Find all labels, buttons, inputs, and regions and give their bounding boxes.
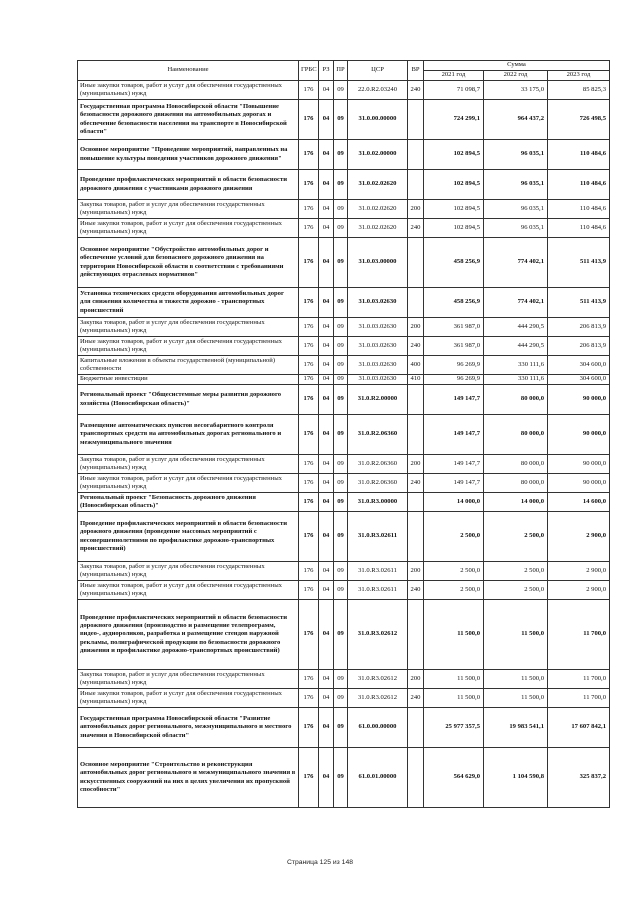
header-year-2023: 2023 год — [548, 71, 610, 81]
row-csr: 31.0.R3.02611 — [348, 562, 408, 581]
row-sum-2021: 71 098,7 — [424, 81, 484, 100]
table-row — [78, 318, 610, 337]
table-row — [78, 708, 610, 748]
row-pr: 09 — [334, 748, 348, 808]
row-name: Иные закупки товаров, работ и услуг для обеспечения государственных (муниципальных) нужд — [78, 474, 299, 493]
row-csr: 31.0.03.00000 — [348, 238, 408, 288]
row-name: Иные закупки товаров, работ и услуг для обеспечения государственных (муниципальных) нужд — [78, 219, 299, 238]
row-grbs: 176 — [299, 562, 319, 581]
row-grbs: 176 — [299, 385, 319, 415]
row-pr: 09 — [334, 689, 348, 708]
row-sum-2022: 33 175,0 — [484, 81, 548, 100]
row-vr: 410 — [408, 375, 424, 385]
row-rz: 04 — [319, 200, 334, 219]
row-sum-2023: 90 000,0 — [548, 455, 610, 474]
table-row — [78, 600, 610, 670]
row-vr — [408, 493, 424, 512]
header-name: Наименование — [78, 61, 299, 81]
row-name: Основное мероприятие "Строительство и реконструкция автомобильных дорог регионального и межмуниципального значения в искусственных сооружений на них в целях увеличения их пропускной способности" — [78, 748, 299, 808]
row-sum-2023: 325 837,2 — [548, 748, 610, 808]
row-rz: 04 — [319, 337, 334, 356]
row-sum-2021: 11 500,0 — [424, 689, 484, 708]
row-sum-2023: 2 900,0 — [548, 581, 610, 600]
row-csr: 31.0.03.02630 — [348, 375, 408, 385]
row-name: Основное мероприятие "Обустройство автомобильных дорог и обеспечение условий для безопасного дорожного движения на территории Новосибирской области в соответствии с требованиями действующих отраслевых нормативов" — [78, 238, 299, 288]
row-sum-2023: 110 484,6 — [548, 170, 610, 200]
row-sum-2022: 1 104 590,8 — [484, 748, 548, 808]
row-sum-2022: 330 111,6 — [484, 356, 548, 375]
budget-table — [77, 60, 610, 808]
row-rz: 04 — [319, 81, 334, 100]
row-rz: 04 — [319, 708, 334, 748]
row-sum-2022: 96 035,1 — [484, 219, 548, 238]
header-sum: Сумма — [424, 61, 610, 71]
row-vr — [408, 100, 424, 140]
row-sum-2021: 2 500,0 — [424, 581, 484, 600]
row-sum-2022: 2 500,0 — [484, 562, 548, 581]
row-name: Проведение профилактических мероприятий в области безопасности дорожного движения (проведение массовых мероприятий с несовершеннолетними по профилактике дорожно-транспортных происшествий) — [78, 512, 299, 562]
table-row — [78, 474, 610, 493]
row-rz: 04 — [319, 219, 334, 238]
row-sum-2023: 85 825,3 — [548, 81, 610, 100]
row-rz: 04 — [319, 600, 334, 670]
row-sum-2021: 102 894,5 — [424, 140, 484, 170]
table-row — [78, 689, 610, 708]
row-grbs: 176 — [299, 415, 319, 455]
row-grbs: 176 — [299, 689, 319, 708]
row-rz: 04 — [319, 100, 334, 140]
row-rz: 04 — [319, 581, 334, 600]
row-rz: 04 — [319, 455, 334, 474]
row-vr — [408, 708, 424, 748]
row-sum-2022: 80 000,0 — [484, 385, 548, 415]
row-sum-2023: 110 484,6 — [548, 140, 610, 170]
row-name: Закупка товаров, работ и услуг для обеспечения государственных (муниципальных) нужд — [78, 318, 299, 337]
row-vr: 200 — [408, 455, 424, 474]
row-sum-2022: 2 500,0 — [484, 581, 548, 600]
row-name: Бюджетные инвестиции — [78, 375, 299, 385]
table-row — [78, 337, 610, 356]
row-pr: 09 — [334, 708, 348, 748]
row-sum-2021: 458 256,9 — [424, 288, 484, 318]
header-grbs: ГРБС — [299, 61, 319, 81]
row-sum-2022: 774 402,1 — [484, 288, 548, 318]
row-pr: 09 — [334, 288, 348, 318]
row-rz: 04 — [319, 318, 334, 337]
row-csr: 22.0.R2.03240 — [348, 81, 408, 100]
row-vr — [408, 170, 424, 200]
table-row — [78, 512, 610, 562]
row-grbs: 176 — [299, 581, 319, 600]
row-csr: 31.0.02.02620 — [348, 219, 408, 238]
row-name: Закупка товаров, работ и услуг для обеспечения государственных (муниципальных) нужд — [78, 200, 299, 219]
row-sum-2021: 11 500,0 — [424, 670, 484, 689]
row-name: Государственная программа Новосибирской области "Повышение безопасности дорожного движения на автомобильных дорогах и обеспечение безопасности населения на транспорте в Новосибирской области" — [78, 100, 299, 140]
row-rz: 04 — [319, 670, 334, 689]
row-grbs: 176 — [299, 81, 319, 100]
row-sum-2021: 361 987,0 — [424, 318, 484, 337]
row-grbs: 176 — [299, 288, 319, 318]
row-csr: 61.0.00.00000 — [348, 708, 408, 748]
row-vr: 240 — [408, 81, 424, 100]
row-pr: 09 — [334, 81, 348, 100]
row-sum-2023: 726 498,5 — [548, 100, 610, 140]
row-csr: 31.0.02.02620 — [348, 200, 408, 219]
header-csr: ЦСР — [348, 61, 408, 81]
row-sum-2021: 724 299,1 — [424, 100, 484, 140]
table-row — [78, 356, 610, 375]
row-sum-2022: 11 500,0 — [484, 600, 548, 670]
header-pr: ПР — [334, 61, 348, 81]
row-sum-2022: 330 111,6 — [484, 375, 548, 385]
row-grbs: 176 — [299, 493, 319, 512]
row-pr: 09 — [334, 337, 348, 356]
page-number: Страница 125 из 148 — [286, 859, 354, 866]
row-sum-2021: 361 987,0 — [424, 337, 484, 356]
row-grbs: 176 — [299, 170, 319, 200]
row-sum-2021: 564 629,0 — [424, 748, 484, 808]
row-csr: 31.0.03.02630 — [348, 356, 408, 375]
table-row — [78, 562, 610, 581]
row-sum-2021: 102 894,5 — [424, 170, 484, 200]
table-row — [78, 219, 610, 238]
row-vr: 200 — [408, 318, 424, 337]
row-sum-2023: 110 484,6 — [548, 219, 610, 238]
row-sum-2021: 11 500,0 — [424, 600, 484, 670]
row-vr — [408, 238, 424, 288]
row-sum-2022: 96 035,1 — [484, 170, 548, 200]
row-vr — [408, 385, 424, 415]
row-name: Проведение профилактических мероприятий в области безопасности дорожного движения с участниками дорожного движения — [78, 170, 299, 200]
row-sum-2022: 774 402,1 — [484, 238, 548, 288]
row-name: Иные закупки товаров, работ и услуг для обеспечения государственных (муниципальных) нужд — [78, 689, 299, 708]
row-name: Иные закупки товаров, работ и услуг для обеспечения государственных (муниципальных) нужд — [78, 81, 299, 100]
row-pr: 09 — [334, 219, 348, 238]
row-sum-2023: 2 900,0 — [548, 512, 610, 562]
row-sum-2021: 2 500,0 — [424, 512, 484, 562]
row-pr: 09 — [334, 318, 348, 337]
row-pr: 09 — [334, 670, 348, 689]
row-rz: 04 — [319, 415, 334, 455]
row-sum-2023: 90 000,0 — [548, 385, 610, 415]
row-grbs: 176 — [299, 600, 319, 670]
row-pr: 09 — [334, 455, 348, 474]
row-sum-2023: 304 600,0 — [548, 375, 610, 385]
row-sum-2022: 96 035,1 — [484, 200, 548, 219]
row-sum-2021: 149 147,7 — [424, 415, 484, 455]
row-sum-2021: 14 000,0 — [424, 493, 484, 512]
row-sum-2021: 102 894,5 — [424, 219, 484, 238]
budget-table-sheet — [77, 60, 609, 808]
row-rz: 04 — [319, 140, 334, 170]
row-csr: 61.0.01.00000 — [348, 748, 408, 808]
table-row — [78, 375, 610, 385]
row-sum-2021: 25 977 357,5 — [424, 708, 484, 748]
row-rz: 04 — [319, 748, 334, 808]
row-csr: 31.0.R2.00000 — [348, 385, 408, 415]
row-name: Установка технических средств оборудования автомобильных дорог для снижения количества и тяжести дорожно - транспортных происшествий — [78, 288, 299, 318]
row-sum-2023: 206 813,9 — [548, 318, 610, 337]
row-csr: 31.0.02.02620 — [348, 170, 408, 200]
table-row — [78, 100, 610, 140]
row-csr: 31.0.R3.02612 — [348, 600, 408, 670]
header-rz: РЗ — [319, 61, 334, 81]
table-row — [78, 200, 610, 219]
row-grbs: 176 — [299, 670, 319, 689]
row-rz: 04 — [319, 512, 334, 562]
row-grbs: 176 — [299, 337, 319, 356]
row-vr: 200 — [408, 562, 424, 581]
header-vr: ВР — [408, 61, 424, 81]
row-pr: 09 — [334, 140, 348, 170]
table-row — [78, 455, 610, 474]
row-vr: 240 — [408, 581, 424, 600]
row-csr: 31.0.R3.02612 — [348, 670, 408, 689]
row-name: Капитальные вложения в объекты государственной (муниципальной) собственности — [78, 356, 299, 375]
row-rz: 04 — [319, 238, 334, 288]
row-rz: 04 — [319, 474, 334, 493]
row-name: Основное мероприятие "Проведение мероприятий, направленных на повышение культуры поведения участников дорожного движения" — [78, 140, 299, 170]
row-rz: 04 — [319, 385, 334, 415]
row-pr: 09 — [334, 581, 348, 600]
row-csr: 31.0.R2.06360 — [348, 455, 408, 474]
row-grbs: 176 — [299, 748, 319, 808]
row-sum-2022: 11 500,0 — [484, 689, 548, 708]
row-csr: 31.0.03.02630 — [348, 288, 408, 318]
table-row — [78, 670, 610, 689]
table-row — [78, 288, 610, 318]
row-pr: 09 — [334, 375, 348, 385]
row-csr: 31.0.R3.00000 — [348, 493, 408, 512]
row-name: Иные закупки товаров, работ и услуг для обеспечения государственных (муниципальных) нужд — [78, 337, 299, 356]
row-vr: 240 — [408, 219, 424, 238]
row-sum-2022: 444 290,5 — [484, 337, 548, 356]
row-sum-2022: 11 500,0 — [484, 670, 548, 689]
row-vr — [408, 748, 424, 808]
row-vr: 240 — [408, 474, 424, 493]
row-sum-2023: 511 413,9 — [548, 238, 610, 288]
row-sum-2022: 80 000,0 — [484, 474, 548, 493]
row-rz: 04 — [319, 288, 334, 318]
table-row — [78, 385, 610, 415]
row-grbs: 176 — [299, 238, 319, 288]
row-sum-2022: 2 500,0 — [484, 512, 548, 562]
row-sum-2023: 14 600,0 — [548, 493, 610, 512]
row-sum-2022: 14 000,0 — [484, 493, 548, 512]
row-pr: 09 — [334, 100, 348, 140]
table-row — [78, 140, 610, 170]
row-vr — [408, 288, 424, 318]
row-rz: 04 — [319, 375, 334, 385]
row-sum-2023: 2 900,0 — [548, 562, 610, 581]
row-grbs: 176 — [299, 219, 319, 238]
row-name: Региональный проект "Безопасность дорожного движения (Новосибирская область)" — [78, 493, 299, 512]
row-grbs: 176 — [299, 512, 319, 562]
header-year-2022: 2022 год — [484, 71, 548, 81]
row-pr: 09 — [334, 385, 348, 415]
row-csr: 31.0.03.02630 — [348, 318, 408, 337]
row-sum-2023: 11 700,0 — [548, 689, 610, 708]
row-grbs: 176 — [299, 140, 319, 170]
row-vr — [408, 600, 424, 670]
row-sum-2023: 17 607 842,1 — [548, 708, 610, 748]
row-sum-2021: 96 269,9 — [424, 356, 484, 375]
row-grbs: 176 — [299, 100, 319, 140]
row-pr: 09 — [334, 356, 348, 375]
row-vr: 240 — [408, 689, 424, 708]
row-name: Закупка товаров, работ и услуг для обеспечения государственных (муниципальных) нужд — [78, 670, 299, 689]
row-sum-2023: 11 700,0 — [548, 600, 610, 670]
table-row — [78, 81, 610, 100]
row-pr: 09 — [334, 493, 348, 512]
row-pr: 09 — [334, 474, 348, 493]
row-vr: 200 — [408, 200, 424, 219]
row-pr: 09 — [334, 562, 348, 581]
row-sum-2023: 110 484,6 — [548, 200, 610, 219]
row-vr — [408, 415, 424, 455]
row-rz: 04 — [319, 356, 334, 375]
row-grbs: 176 — [299, 474, 319, 493]
row-name: Государственная программа Новосибирской области "Развитие автомобильных дорог регионального, межмуниципального и местного значения в Новосибирской области" — [78, 708, 299, 748]
row-csr: 31.0.R2.06360 — [348, 474, 408, 493]
row-sum-2023: 206 813,9 — [548, 337, 610, 356]
row-sum-2021: 149 147,7 — [424, 455, 484, 474]
row-name: Закупка товаров, работ и услуг для обеспечения государственных (муниципальных) нужд — [78, 455, 299, 474]
row-vr — [408, 140, 424, 170]
row-sum-2023: 11 700,0 — [548, 670, 610, 689]
row-sum-2023: 511 413,9 — [548, 288, 610, 318]
row-rz: 04 — [319, 493, 334, 512]
row-name: Региональный проект "Общесистемные меры развития дорожного хозяйства (Новосибирская область)" — [78, 385, 299, 415]
row-grbs: 176 — [299, 455, 319, 474]
row-name: Иные закупки товаров, работ и услуг для обеспечения государственных (муниципальных) нужд — [78, 581, 299, 600]
row-vr — [408, 512, 424, 562]
row-grbs: 176 — [299, 356, 319, 375]
row-rz: 04 — [319, 562, 334, 581]
row-sum-2022: 19 983 541,1 — [484, 708, 548, 748]
row-csr: 31.0.R3.02612 — [348, 689, 408, 708]
header-year-2021: 2021 год — [424, 71, 484, 81]
row-sum-2022: 80 000,0 — [484, 415, 548, 455]
table-row — [78, 493, 610, 512]
row-pr: 09 — [334, 238, 348, 288]
row-grbs: 176 — [299, 708, 319, 748]
row-pr: 09 — [334, 415, 348, 455]
row-sum-2022: 80 000,0 — [484, 455, 548, 474]
row-pr: 09 — [334, 600, 348, 670]
table-row — [78, 238, 610, 288]
row-sum-2023: 90 000,0 — [548, 474, 610, 493]
row-csr: 31.0.R2.06360 — [348, 415, 408, 455]
row-name: Размещение автоматических пунктов весогабаритного контроля транспортных средств на автомобильных дорогах регионального и межмуниципального значения — [78, 415, 299, 455]
row-vr: 240 — [408, 337, 424, 356]
row-sum-2023: 304 600,0 — [548, 356, 610, 375]
row-sum-2021: 102 894,5 — [424, 200, 484, 219]
row-pr: 09 — [334, 170, 348, 200]
row-rz: 04 — [319, 689, 334, 708]
row-sum-2021: 96 269,9 — [424, 375, 484, 385]
row-csr: 31.0.03.02630 — [348, 337, 408, 356]
row-sum-2022: 964 437,2 — [484, 100, 548, 140]
row-vr: 200 — [408, 670, 424, 689]
row-sum-2023: 90 000,0 — [548, 415, 610, 455]
row-grbs: 176 — [299, 318, 319, 337]
row-rz: 04 — [319, 170, 334, 200]
row-csr: 31.0.02.00000 — [348, 140, 408, 170]
row-csr: 31.0.R3.02611 — [348, 512, 408, 562]
row-sum-2021: 149 147,7 — [424, 474, 484, 493]
row-grbs: 176 — [299, 375, 319, 385]
row-pr: 09 — [334, 200, 348, 219]
row-sum-2021: 458 256,9 — [424, 238, 484, 288]
table-row — [78, 581, 610, 600]
row-grbs: 176 — [299, 200, 319, 219]
row-sum-2021: 149 147,7 — [424, 385, 484, 415]
table-row — [78, 748, 610, 808]
row-vr: 400 — [408, 356, 424, 375]
row-csr: 31.0.R3.02611 — [348, 581, 408, 600]
row-sum-2021: 2 500,0 — [424, 562, 484, 581]
row-name: Закупка товаров, работ и услуг для обеспечения государственных (муниципальных) нужд — [78, 562, 299, 581]
table-row — [78, 170, 610, 200]
row-sum-2022: 444 290,5 — [484, 318, 548, 337]
table-body — [78, 81, 610, 808]
table-row — [78, 415, 610, 455]
row-name: Проведение профилактических мероприятий в области безопасности дорожного движения (производство и размещение телепрограмм, видео-, аудиороликов, разработка и размещение стендов наружной рекламы, полиграфической продукции по безопасности дорожного движения и профилактике дорожно-транспортных происшествий) — [78, 600, 299, 670]
row-pr: 09 — [334, 512, 348, 562]
row-csr: 31.0.00.00000 — [348, 100, 408, 140]
row-sum-2022: 96 035,1 — [484, 140, 548, 170]
